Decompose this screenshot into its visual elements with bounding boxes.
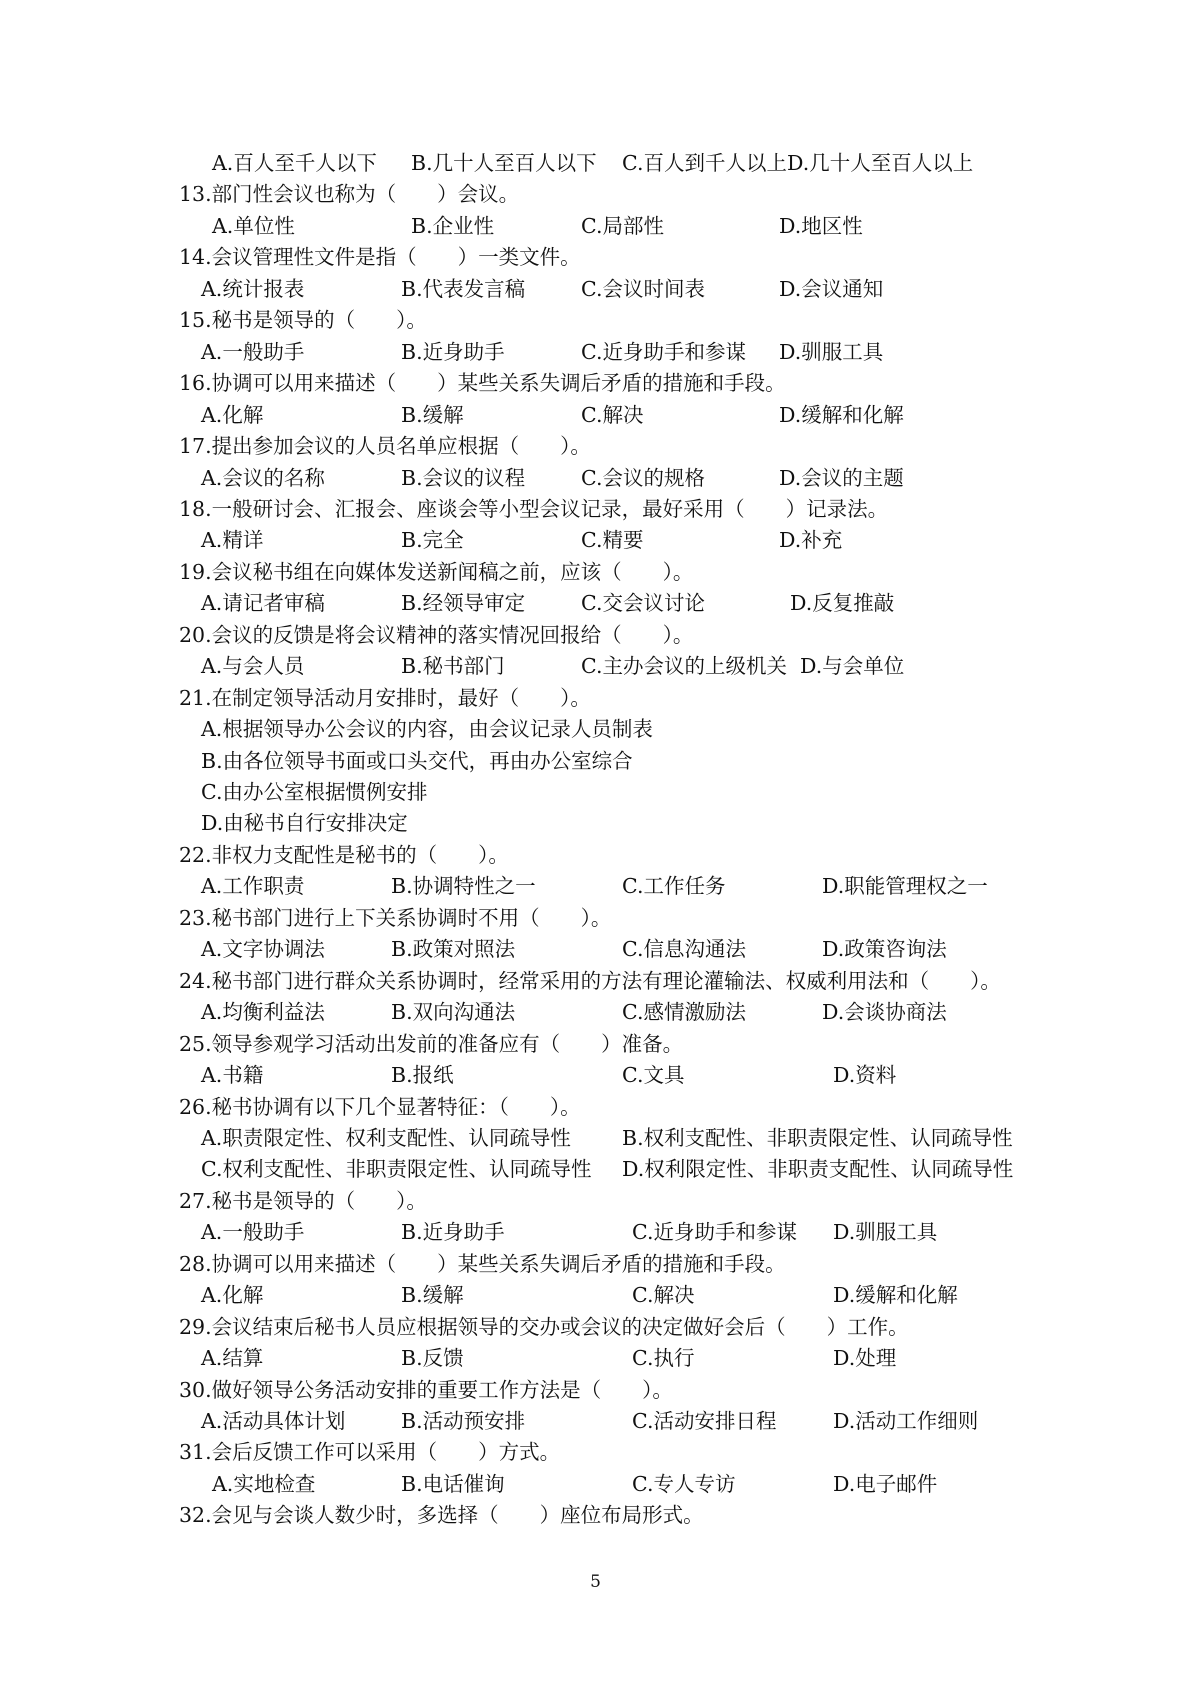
answer-option: C.解决 — [632, 1283, 695, 1308]
question-line — [0, 1029, 1191, 1060]
answer-option: C.精要 — [581, 528, 644, 553]
answer-option: D.缓解和化解 — [833, 1283, 958, 1308]
answer-option: D.反复推敲 — [790, 591, 895, 616]
answer-option: C.权利支配性、非职责限定性、认同疏导性 — [201, 1157, 592, 1182]
answer-option: B.电话催询 — [401, 1471, 505, 1496]
answer-option: C.工作任务 — [622, 874, 726, 899]
answer-option: D.由秘书自行安排决定 — [201, 811, 408, 836]
answer-option: C.近身助手和参谋 — [581, 339, 746, 364]
answer-option: B.几十人至百人以下 — [411, 151, 597, 175]
question-text: 17.提出参加会议的人员名单应根据（ ）。 — [179, 434, 591, 459]
options-line — [0, 463, 1191, 494]
page-number: 5 — [590, 1572, 601, 1592]
answer-option: D.职能管理权之一 — [822, 874, 988, 899]
answer-option: B.代表发言稿 — [401, 276, 526, 301]
answer-option: A.一般助手 — [201, 339, 305, 364]
answer-option: A.书籍 — [201, 1063, 264, 1088]
options-line — [0, 1469, 1191, 1500]
options-line — [0, 714, 1191, 745]
options-line — [0, 934, 1191, 965]
answer-option: A.百人至千人以下 — [212, 151, 377, 175]
question-text: 27.秘书是领导的（ ）。 — [179, 1188, 427, 1213]
answer-option: A.根据领导办公会议的内容，由会议记录人员制表 — [201, 717, 653, 742]
question-line — [0, 1092, 1191, 1123]
answer-option: A.一般助手 — [201, 1220, 305, 1245]
answer-option: A.化解 — [201, 1283, 264, 1308]
options-line — [0, 274, 1191, 305]
options-line — [0, 525, 1191, 556]
question-line — [0, 1186, 1191, 1217]
answer-option: B.会议的议程 — [401, 465, 526, 490]
answer-option: C.活动安排日程 — [632, 1409, 777, 1433]
options-line — [0, 1217, 1191, 1248]
answer-option: C.文具 — [622, 1063, 685, 1088]
answer-option: B.协调特性之一 — [391, 874, 536, 899]
answer-option: D.会议的主题 — [779, 465, 904, 490]
answer-option: D.政策咨询法 — [822, 937, 947, 962]
answer-option: C.近身助手和参谋 — [632, 1220, 797, 1245]
question-line — [0, 903, 1191, 934]
answer-option: A.均衡利益法 — [201, 1000, 325, 1025]
question-text: 16.协调可以用来描述（ ）某些关系失调后矛盾的措施和手段。 — [179, 371, 786, 396]
answer-option: C.会议时间表 — [581, 276, 705, 301]
options-line — [0, 997, 1191, 1028]
answer-option: A.文字协调法 — [201, 937, 325, 962]
question-text: 25.领导参观学习活动出发前的准备应有（ ）准备。 — [179, 1031, 684, 1056]
options-line — [0, 400, 1191, 431]
question-line — [0, 494, 1191, 525]
answer-option: B.反馈 — [401, 1346, 464, 1371]
options-line — [0, 777, 1191, 808]
answer-option: A.单位性 — [212, 213, 295, 238]
question-line — [0, 1437, 1191, 1468]
question-text: 32.会见与会谈人数少时，多选择（ ）座位布局形式。 — [179, 1503, 704, 1528]
question-line — [0, 1249, 1191, 1280]
answer-option: B.报纸 — [391, 1063, 454, 1088]
options-line — [0, 1406, 1191, 1437]
question-text: 31.会后反馈工作可以采用（ ）方式。 — [179, 1440, 561, 1465]
answer-option: C.主办会议的上级机关 — [581, 654, 787, 679]
options-line — [0, 1123, 1191, 1154]
answer-option: B.政策对照法 — [391, 937, 516, 962]
answer-option: A.请记者审稿 — [201, 591, 325, 616]
question-text: 26.秘书协调有以下几个显著特征：（ ）。 — [179, 1094, 581, 1119]
answer-option: B.缓解 — [401, 402, 464, 427]
options-line — [0, 1343, 1191, 1374]
question-text: 15.秘书是领导的（ ）。 — [179, 308, 427, 333]
question-line — [0, 179, 1191, 210]
answer-option: A.结算 — [201, 1346, 264, 1371]
answer-option: A.职责限定性、权利支配性、认同疏导性 — [201, 1125, 571, 1150]
answer-option: C.信息沟通法 — [622, 937, 746, 962]
options-line — [0, 1280, 1191, 1311]
answer-option: B.经领导审定 — [401, 591, 526, 616]
question-line — [0, 1312, 1191, 1343]
answer-option: C.解决 — [581, 402, 644, 427]
answer-option: A.工作职责 — [201, 874, 305, 899]
answer-option: B.近身助手 — [401, 1220, 505, 1245]
question-line — [0, 840, 1191, 871]
question-line — [0, 1375, 1191, 1406]
answer-option: C.执行 — [632, 1346, 695, 1371]
answer-option: B.完全 — [401, 528, 464, 553]
answer-option: C.会议的规格 — [581, 465, 705, 490]
answer-option: D.会议通知 — [779, 276, 884, 301]
answer-option: B.近身助手 — [401, 339, 505, 364]
options-line — [0, 746, 1191, 777]
question-text: 18.一般研讨会、汇报会、座谈会等小型会议记录，最好采用（ ）记录法。 — [179, 496, 889, 521]
answer-option: B.企业性 — [411, 213, 495, 238]
answer-option: D.权利限定性、非职责支配性、认同疏导性 — [622, 1157, 1014, 1182]
question-text: 14.会议管理性文件是指（ ）一类文件。 — [179, 245, 581, 270]
options-line — [0, 211, 1191, 242]
question-line — [0, 557, 1191, 588]
answer-option: B.活动预安排 — [401, 1409, 526, 1433]
answer-option: D.驯服工具 — [833, 1220, 938, 1245]
answer-option: B.缓解 — [401, 1283, 464, 1308]
answer-option: B.权利支配性、非职责限定性、认同疏导性 — [622, 1125, 1013, 1150]
answer-option: B.双向沟通法 — [391, 1000, 516, 1025]
answer-option: A.化解 — [201, 402, 264, 427]
options-line — [0, 1060, 1191, 1091]
question-line — [0, 620, 1191, 651]
question-text: 22.非权力支配性是秘书的（ ）。 — [179, 842, 509, 867]
question-text: 19.会议秘书组在向媒体发送新闻稿之前，应该（ ）。 — [179, 559, 694, 584]
answer-option: C.专人专访 — [632, 1471, 736, 1496]
answer-option: B.由各位领导书面或口头交代，再由办公室综合 — [201, 748, 633, 773]
answer-option: C.由办公室根据惯例安排 — [201, 780, 428, 804]
question-line — [0, 431, 1191, 462]
answer-option: D.活动工作细则 — [833, 1409, 979, 1433]
question-line — [0, 966, 1191, 997]
question-text: 30.做好领导公务活动安排的重要工作方法是（ ）。 — [179, 1377, 673, 1402]
question-text: 29.会议结束后秘书人员应根据领导的交办或会议的决定做好会后（ ）工作。 — [179, 1314, 909, 1339]
answer-option: D.会谈协商法 — [822, 1000, 947, 1025]
answer-option: D.缓解和化解 — [779, 402, 904, 427]
question-line — [0, 1500, 1191, 1531]
answer-option: B.秘书部门 — [401, 654, 505, 679]
answer-option: D.地区性 — [779, 213, 863, 238]
question-text: 21.在制定领导活动月安排时，最好（ ）。 — [179, 685, 591, 710]
answer-option: A.与会人员 — [201, 654, 305, 679]
answer-option: C.局部性 — [581, 213, 664, 238]
answer-option: A.活动具体计划 — [201, 1409, 346, 1433]
question-line — [0, 368, 1191, 399]
options-line — [0, 651, 1191, 682]
question-text: 13.部门性会议也称为（ ）会议。 — [179, 182, 520, 207]
question-text: 24.秘书部门进行群众关系协调时，经常采用的方法有理论灌输法、权威利用法和（ ）。 — [179, 968, 1001, 993]
answer-option: D.驯服工具 — [779, 339, 884, 364]
options-line — [0, 588, 1191, 619]
answer-option: C.交会议讨论 — [581, 591, 705, 616]
answer-option: A.实地检查 — [212, 1471, 316, 1496]
answer-option: D.几十人至百人以上 — [787, 151, 974, 175]
answer-option: D.电子邮件 — [833, 1471, 938, 1496]
answer-option: A.统计报表 — [201, 276, 305, 301]
question-text: 28.协调可以用来描述（ ）某些关系失调后矛盾的措施和手段。 — [179, 1251, 786, 1276]
question-text: 20.会议的反馈是将会议精神的落实情况回报给（ ）。 — [179, 622, 694, 647]
answer-option: D.与会单位 — [800, 654, 905, 679]
answer-option: C.感情激励法 — [622, 1000, 746, 1025]
options-line — [0, 1154, 1191, 1185]
answer-option: D.资料 — [833, 1063, 897, 1088]
question-line — [0, 683, 1191, 714]
options-line — [0, 148, 1191, 179]
answer-option: A.精详 — [201, 528, 264, 553]
options-line — [0, 337, 1191, 368]
answer-option: D.处理 — [833, 1346, 897, 1371]
question-line — [0, 305, 1191, 336]
options-line — [0, 871, 1191, 902]
answer-option: A.会议的名称 — [201, 465, 325, 490]
answer-option: C.百人到千人以上 — [622, 151, 787, 175]
question-line — [0, 242, 1191, 273]
answer-option: D.补充 — [779, 528, 843, 553]
options-line — [0, 808, 1191, 839]
question-text: 23.秘书部门进行上下关系协调时不用（ ）。 — [179, 905, 612, 930]
